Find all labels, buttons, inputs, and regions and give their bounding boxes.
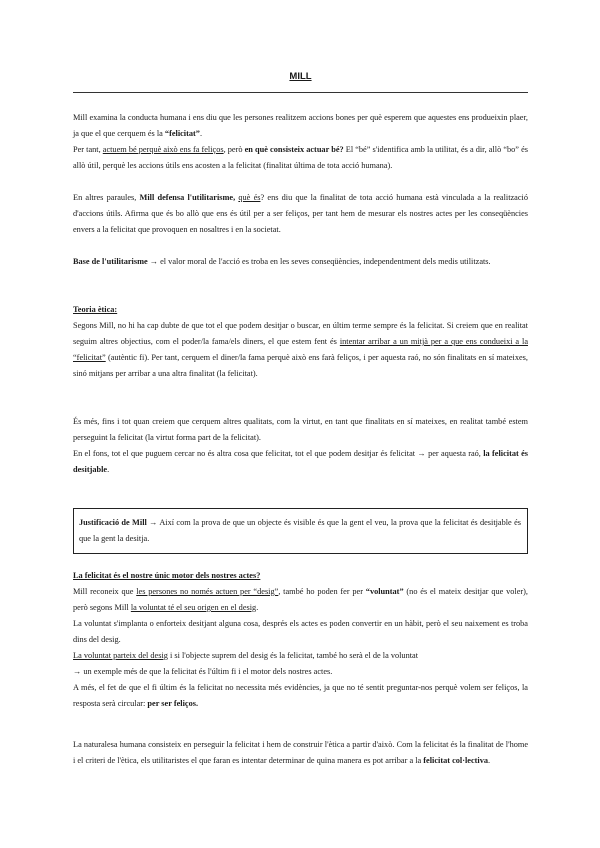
paragraph-theory: Segons Mill, no hi ha cap dubte de que tot el que podem desitjar o buscar, en últim terme sempre és la felicitat. Si creiem que en realitat seguim altres objectius, com el poder/la fama/els diners, el que estem fent és intentar arribar a un mitjà per a que ens condueixi a la “felicitat” (autèntic fi). Per tant, cerquem el diner/la fama perquè això ens farà feliços, i per aquesta raó, no són finalitats en sí mateixes, sinó mitjans per arribar a una altra finalitat (la felicitat). [73, 321, 529, 378]
paragraph-utilitarianism: En altres paraules, Mill defensa l'utilitarisme, què és? ens diu que la finalitat de tota acció humana està vinculada a la realització d'accions útils. Afirma que és bo allò que ens és útil per a ser feliços, per tant hem de mesurar els nostres actes per les conseqüències envers a la felicitat que provoquen en nosaltres i en la societat. [73, 193, 528, 234]
paragraph-virtue: És més, fins i tot quan creiem que cerquem altres qualitats, com la virtut, en tant que finalitats en sí mateixes, en realitat també estem perseguint la felicitat (la virtut forma part de la felicitat). [73, 417, 528, 442]
paragraph-will: Mill reconeix que les persones no només actuen per “desig”, també ho poden fer per “voluntat” (no és el mateix desitjar que voler), però segons Mill la voluntat té el seu origen en el desig. [73, 587, 528, 612]
justification-text: Justificació de Mill → Així com la prova de que un objecte és visible és que la gent el veu, la prova que la felicitat és desitjable és que la gent la desitja. [79, 518, 521, 543]
paragraph-supreme-object: La voluntat parteix del desig i si l'objecte suprem del desig és la felicitat, també ho serà el de la voluntat → un exemple més de que la felicitat és l'últim fi i el motor dels nostres actes. [73, 651, 419, 676]
paragraph-habit: La voluntat s'implanta o enforteix desitjant alguna cosa, després els actes es poden convertir en un hàbit, però el seu naixement es troba dins del desig. [73, 619, 528, 644]
justification-box [73, 508, 528, 554]
paragraph-acting-well: Per tant, actuem bé perquè això ens fa feliços, però en què consisteix actuar bé? El “bé” s'identifica amb la utilitat, és a dir, allò “bo” és allò útil, perquè les accions útils ens acosten a la felicitat (finalitat última de tota acció humana). [73, 145, 528, 170]
paragraph-intro: Mill examina la conducta humana i ens diu que les persones realitzem accions bones per què esperem que aquestes ens produeixin plaer, ja que el que cerquem és la “felicitat”. [73, 113, 528, 138]
paragraph-circular: A més, el fet de que el fi últim és la felicitat no necessita més evidències, ja que no té sentit preguntar-nos perquè volem ser feliços, la resposta serà circular: per ser feliços. [73, 683, 528, 708]
paragraph-base: Base de l'utilitarisme → el valor moral de l'acció es troba en les seves conseqüències, independentment dels medis utilitzats. [73, 257, 491, 266]
section-heading-motor: La felicitat és el nostre únic motor dels nostres actes? [73, 571, 261, 580]
section-heading-ethics: Teoria ètica: [73, 305, 118, 314]
paragraph-desirable: En el fons, tot el que puguem cercar no és altra cosa que felicitat, tot el que podem desitjar és felicitat → per aquesta raó, la felicitat és desitjable. [73, 449, 528, 474]
page-title: MILL [289, 71, 312, 82]
paragraph-conclusion: La naturalesa humana consisteix en perseguir la felicitat i hem de construir l'ètica a partir d'això. Com la felicitat és la finalitat de l'home i el criteri de l'ètica, els utilitaristes el que faran es intentar determinar de quina manera es pot arribar a la felicitat col·lectiva. [73, 740, 528, 765]
title-divider [73, 92, 528, 93]
